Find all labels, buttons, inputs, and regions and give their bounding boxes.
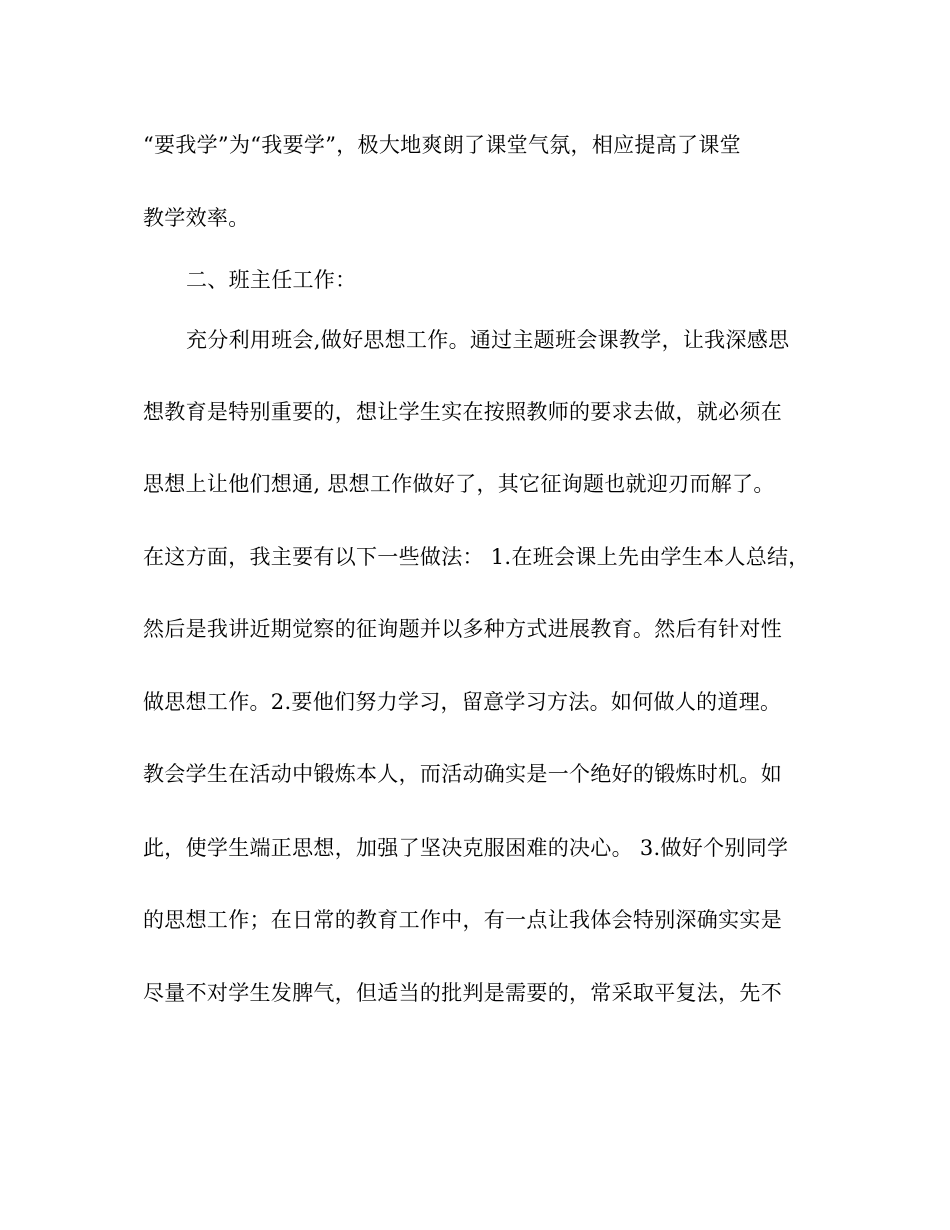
text-line: 教会学生在活动中锻炼本人，而活动确实是一个绝好的锻炼时机。如 bbox=[143, 762, 782, 786]
text-line: 思想上让他们想通, 思想工作做好了，其它征询题也就迎刃而解了。 bbox=[143, 472, 775, 496]
paragraph-first-line: 充分利用班会,做好思想工作。通过主题班会课教学，让我深感思 bbox=[186, 328, 790, 352]
text-line: 的思想工作；在日常的教育工作中，有一点让我体会特别深确实实是 bbox=[143, 908, 782, 932]
text-line: 此，使学生端正思想，加强了坚决克服困难的决心。 3.做好个别同学 bbox=[143, 836, 789, 860]
text-line: 做思想工作。2.要他们努力学习，留意学习方法。如何做人的道理。 bbox=[143, 690, 782, 714]
text-line: 教学效率。 bbox=[143, 206, 250, 230]
text-line: “要我学”为“我要学”，极大地爽朗了课堂气氛，相应提高了课堂 bbox=[143, 133, 741, 157]
text-line: 尽量不对学生发脾气，但适当的批判是需要的，常采取平复法，先不 bbox=[143, 981, 782, 1005]
section-heading: 二、班主任工作： bbox=[186, 268, 357, 292]
text-line: 然后是我讲近期觉察的征询题并以多种方式进展教育。然后有针对性 bbox=[143, 617, 782, 641]
text-line: 想教育是特别重要的，想让学生实在按照教师的要求去做，就必须在 bbox=[143, 400, 782, 424]
text-line: 在这方面，我主要有以下一些做法： 1.在班会课上先由学生本人总结， bbox=[143, 545, 810, 569]
